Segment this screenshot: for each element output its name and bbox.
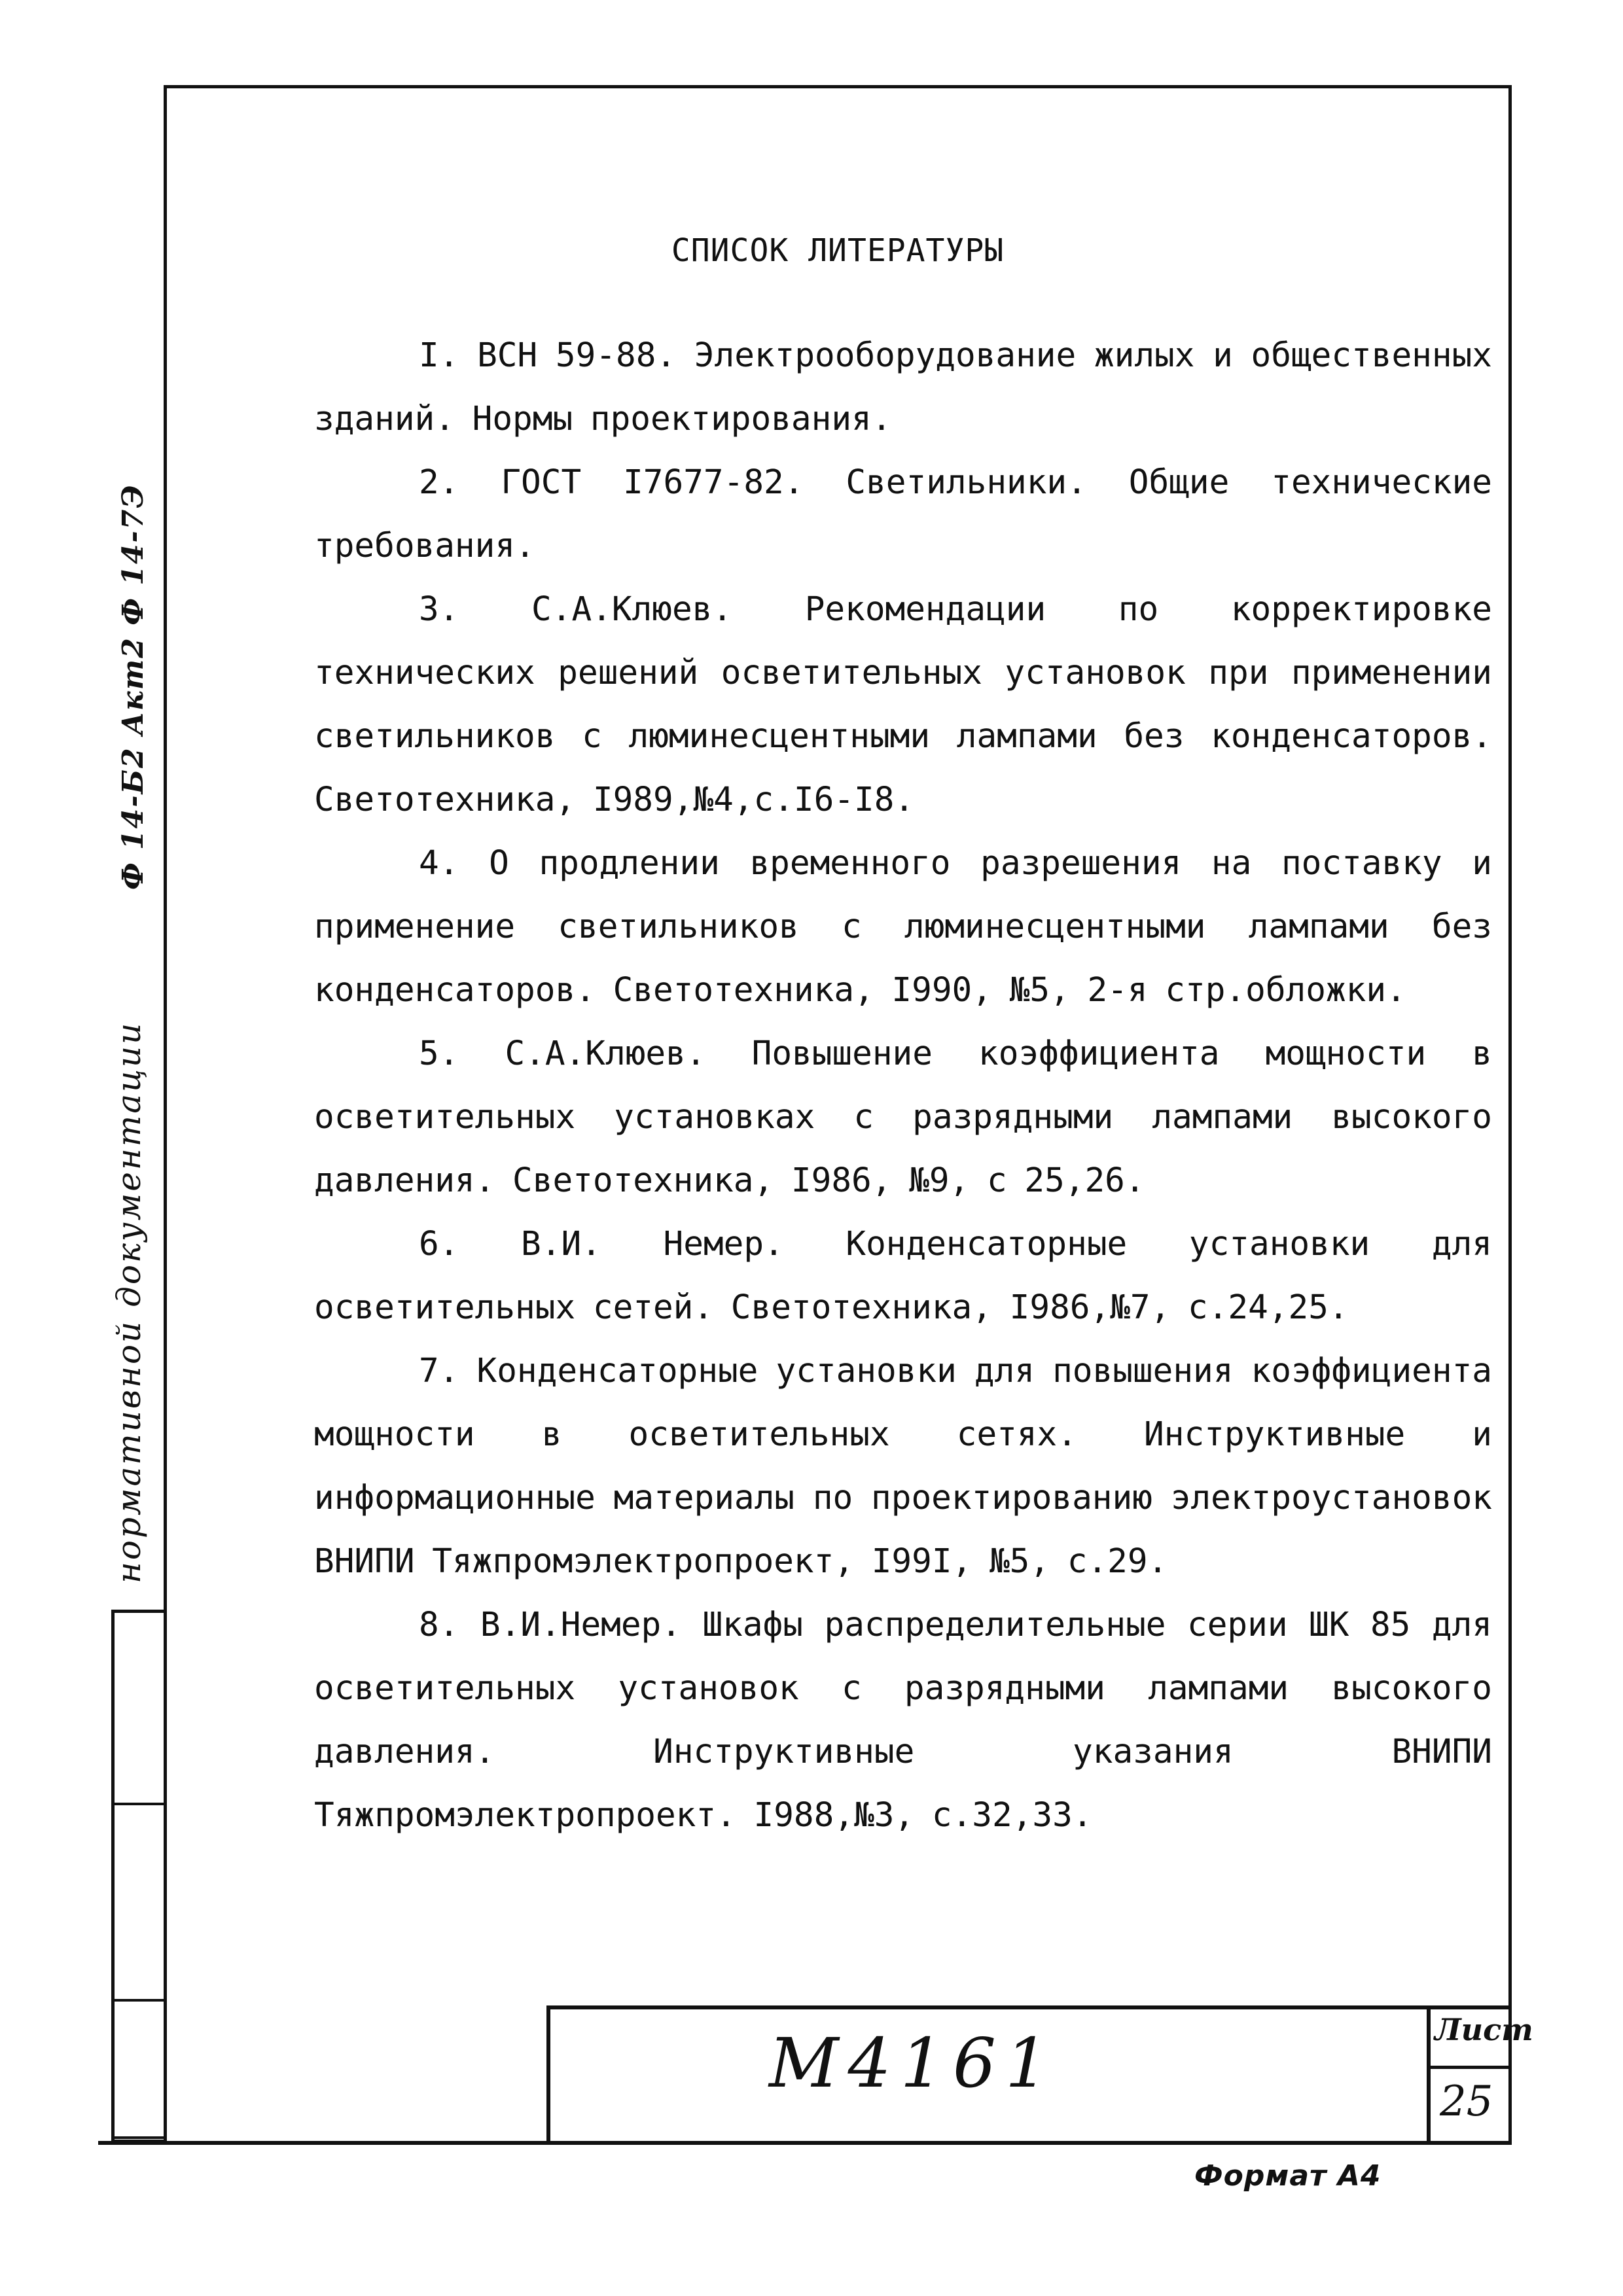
sheet-divider bbox=[1431, 2066, 1512, 2069]
reference-item: 6. В.И. Немер. Конденсаторные установки для осветительных сетей. Светотехника, I986,№7, с.24,25. bbox=[314, 1225, 1492, 1327]
binding-margin-strip bbox=[111, 1610, 164, 2143]
reference-item: 5. С.А.Клюев. Повышение коэффициента мощности в осветительных установках с разрядными лампами высокого давления. Светотехника, I986, №9, с 25,26. bbox=[314, 1034, 1492, 1200]
margin-divider bbox=[115, 2136, 164, 2139]
document-number: М4161 bbox=[769, 2023, 1058, 2103]
side-norm-label: нормативной документации bbox=[110, 1021, 148, 1583]
format-label: Формат А4 bbox=[1194, 2159, 1382, 2193]
margin-divider bbox=[115, 1803, 164, 1805]
reference-item: 8. В.И.Немер. Шкафы распределительные серии ШК 85 для осветительных установок с разрядными лампами высокого давления. Инструктивные указания ВНИПИ Тяжпромэлектропроект. I988,№3, с.32,33. bbox=[314, 1606, 1492, 1835]
margin-divider bbox=[115, 1999, 164, 2002]
side-stamp: Ф 14-Б2 Акт2 Ф 14-7Э bbox=[116, 484, 150, 890]
reference-item: 2. ГОСТ I7677-82. Светильники. Общие технические требования. bbox=[314, 463, 1492, 565]
bottom-border bbox=[98, 2141, 1512, 2145]
reference-item: 7. Конденсаторные установки для повышения коэффициента мощности в осветительных сетях. Инструктивные и информационные материалы по проектированию электроустановок ВНИПИ Тяжпромэлектропроект, I99I, №5, с.29. bbox=[314, 1352, 1492, 1581]
reference-list bbox=[314, 324, 1492, 1847]
sheet-number: 25 bbox=[1440, 2077, 1493, 2126]
reference-item: 4. О продлении временного разрешения на поставку и применение светильников с люминесцентными лампами без конденсаторов. Светотехника, I990, №5, 2-я стр.обложки. bbox=[314, 844, 1492, 1010]
sheet-label: Лист bbox=[1435, 2012, 1533, 2047]
page-title: СПИСОК ЛИТЕРАТУРЫ bbox=[671, 232, 1005, 269]
reference-item: 3. С.А.Клюев. Рекомендации по корректировке технических решений осветительных установок при применении светильников с люминесцентными лампами без конденсаторов. Светотехника, I989,№4,с.I6-I8. bbox=[314, 590, 1492, 819]
reference-item: I. ВСН 59-88. Электрооборудование жилых и общественных зданий. Нормы проектирования. bbox=[314, 336, 1492, 438]
